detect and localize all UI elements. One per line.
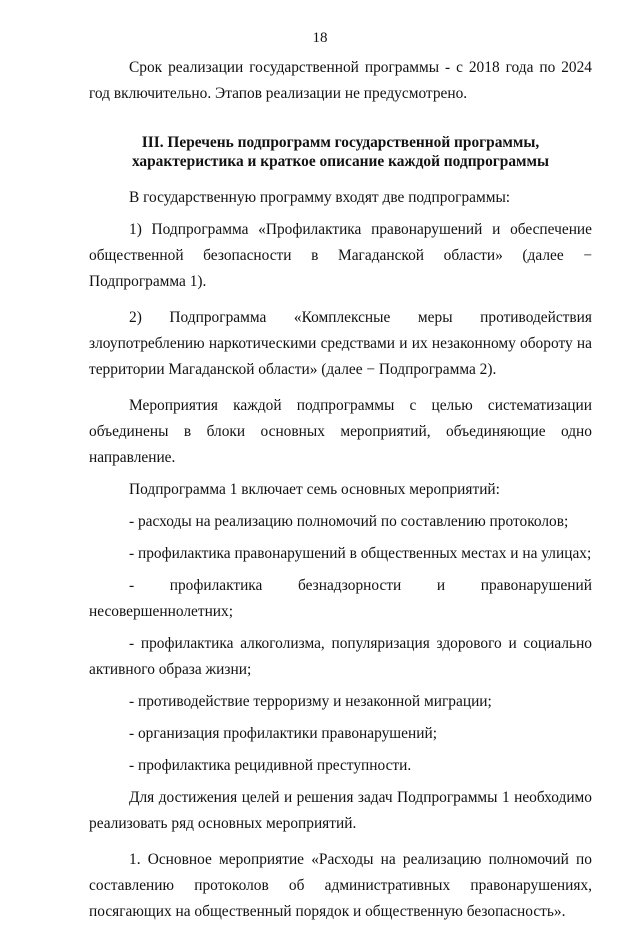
list-item: - профилактика алкоголизма, популяризация здорового и социально активного образа жизни;: [89, 635, 592, 678]
list-item: - профилактика правонарушений в общественных местах и на улицах;: [129, 545, 592, 562]
list-item: - профилактика безнадзорности и правонарушений несовершеннолетних;: [89, 577, 592, 620]
list-item: - профилактика рецидивной преступности.: [129, 757, 412, 774]
list-item: - организация профилактики правонарушений;: [129, 725, 437, 742]
list-item: - расходы на реализацию полномочий по составлению протоколов;: [129, 513, 569, 530]
intro-paragraph: В государственную программу входят две подпрограммы:: [129, 189, 511, 206]
subprogram-1-includes: Подпрограмма 1 включает семь основных мероприятий:: [129, 481, 500, 498]
subprogram-2-paragraph: 2) Подпрограмма «Комплексные меры противодействия злоупотреблению наркотическими средствами и их незаконному обороту на территории Магаданской области» (далее − Подпрограмма 2).: [89, 309, 592, 378]
section-heading: III. Перечень подпрограмм государственной программы, характеристика и краткое описание каждой подпрограммы: [131, 134, 550, 170]
blocks-paragraph: Мероприятия каждой подпрограммы с целью систематизации объединены в блоки основных мероприятий, объединяющие одно направление.: [89, 397, 592, 466]
program-term-paragraph: Срок реализации государственной программы - с 2018 года по 2024 год включительно. Этапов реализации не предусмотрено.: [89, 59, 592, 102]
subprogram-1-paragraph: 1) Подпрограмма «Профилактика правонарушений и обеспечение общественной безопасности в Магаданской области» (далее − Подпрограмма 1).: [89, 221, 592, 290]
page-number: 18: [312, 30, 328, 46]
measure-1-paragraph: 1. Основное мероприятие «Расходы на реализацию полномочий по составлению протоколов об административных правонарушениях, посягающих на общественный порядок и общественную безопасность».: [89, 851, 592, 920]
goals-paragraph: Для достижения целей и решения задач Подпрограммы 1 необходимо реализовать ряд основных мероприятий.: [89, 789, 592, 832]
document-body: [89, 55, 592, 925]
list-item: - противодействие терроризму и незаконной миграции;: [129, 693, 492, 710]
